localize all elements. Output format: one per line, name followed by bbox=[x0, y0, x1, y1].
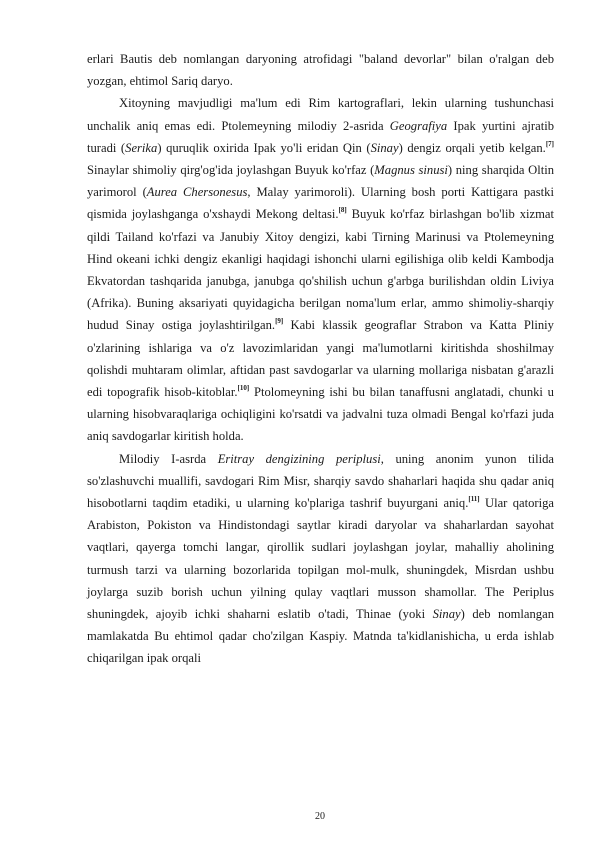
page-number: 20 bbox=[315, 811, 325, 822]
italic-term: Sinay bbox=[370, 140, 399, 155]
text-run: ) quruqlik oxirida Ipak yo'li eridan Qin ( bbox=[157, 140, 371, 155]
text-run: ) deb nomlangan mamlakatda Bu ehtimol qadar cho'zilgan Kaspiy. Matnda ta'kidlanishicha, u erda ishlab chiqarilgan ipak orqali bbox=[87, 607, 554, 666]
text-run: Ptolomeyning ishi bu bilan tanaffusni anglatadi, chunki u ularning hisobvaraqlariga ochiqligini ko'rsatdi va jadvalni tuza olmadi Bengal ko'rfazi juda aniq savdogarlar kiritish holda. bbox=[87, 385, 554, 444]
text-run: Ular qatoriga Arabiston, Pokiston va Hindistondagi saytlar kiradi daryolar va shaharlardan sayohat vaqtlari, qayerga tomchi langar, qirollik sudlari joylashgan joylar, mahalliy aholining turmush tarzi va ularning bozorlarida topilgan mol-mulk, shuningdek, Misrdan ushbu joylarga suzib borish uchun yilning qulay vaqtlari musson shamollar. The Periplus shuningdek, ajoyib ichki shaharni eslatib o'tadi, Thinae (yoki bbox=[87, 496, 554, 622]
text-run: erlari Bautis deb nomlangan daryoning atrofidagi "baland devorlar" bilan o'ralgan deb yozgan, ehtimol Sariq daryo. bbox=[87, 52, 554, 89]
text-run: , uning anonim yunon tilida so'zlashuvchi muallifi, savdogari Rim Misr, sharqiy savdo shaharlari haqida shu qadar aniq hisobotlarni taqdim etadiki, u ularning ko'plariga tashrif buyurgani aniq. bbox=[87, 451, 554, 511]
text-run: Xitoyning mavjudligi ma'lum edi Rim kartograflari, lekin ularning tushunchasi unchalik aniq emas edi. Ptolemeyning milodiy 2-asrida bbox=[87, 96, 554, 133]
italic-term: Aurea Chersonesus bbox=[146, 185, 248, 200]
text-run: ) ning sharqida Oltin yarimorol ( bbox=[87, 163, 554, 200]
paragraph bbox=[87, 48, 554, 92]
footnote-ref: [8] bbox=[338, 206, 347, 215]
footnote-ref: [9] bbox=[275, 317, 284, 326]
text-run: ) dengiz orqali yetib kelgan. bbox=[398, 140, 546, 155]
paragraph bbox=[87, 448, 554, 670]
footnote-ref: [10] bbox=[237, 384, 250, 393]
italic-term: Eritray dengizining periplusi bbox=[217, 451, 381, 466]
paragraph bbox=[87, 92, 554, 447]
body-text bbox=[87, 48, 554, 670]
italic-term: Geografiya bbox=[389, 118, 448, 133]
text-run: Kabi klassik geograflar Strabon va Katta Pliniy o'zlarining ishlariga va o'z lavozimlaridan yangi ma'lumotlarni kiritishda shoshilmay qolishdi muhtaram olimlar, aftidan past savdogarlar va ularning mollariga nisbatan g'arazli edi topografik hisob-kitoblar. bbox=[87, 318, 554, 400]
text-run: Buyuk ko'rfaz birlashgan bo'lib xizmat qildi Tailand ko'rfazi va Janubiy Xitoy dengizi, kabi Tirning Marinusi va Ptolemeyning Hind okeani ichki dengiz ekanligi haqidagi ishonchi ularni egilishiga olib keldi Kambodja Ekvatordan tashqarida janubga, janubga qo'shilish uchun g'arbga burilishdan oldin Liviya (Afrika). Buning aksariyati quyidagicha berilgan noma'lum erlar, ammo shimoliy-sharqiy hudud Sinay ostiga joylashtirilgan. bbox=[87, 207, 554, 333]
text-run: Sinaylar shimoliy qirg'og'ida joylashgan Buyuk ko'rfaz ( bbox=[87, 163, 375, 178]
italic-term: Serika bbox=[125, 140, 158, 155]
footnote-ref: [11] bbox=[468, 495, 480, 504]
footnote-ref: [7] bbox=[545, 139, 555, 148]
italic-term: Magnus sinusi bbox=[374, 163, 448, 178]
text-run: Milodiy I-asrda bbox=[119, 451, 218, 466]
text-run: , Malay yarimoroli). Ularning bosh porti Kattigara pastki qismida joylashganga o'xshaydi Mekong deltasi. bbox=[87, 185, 554, 222]
text-run: Ipak yurtini ajratib turadi ( bbox=[87, 118, 554, 155]
italic-term: Sinay bbox=[432, 607, 461, 622]
